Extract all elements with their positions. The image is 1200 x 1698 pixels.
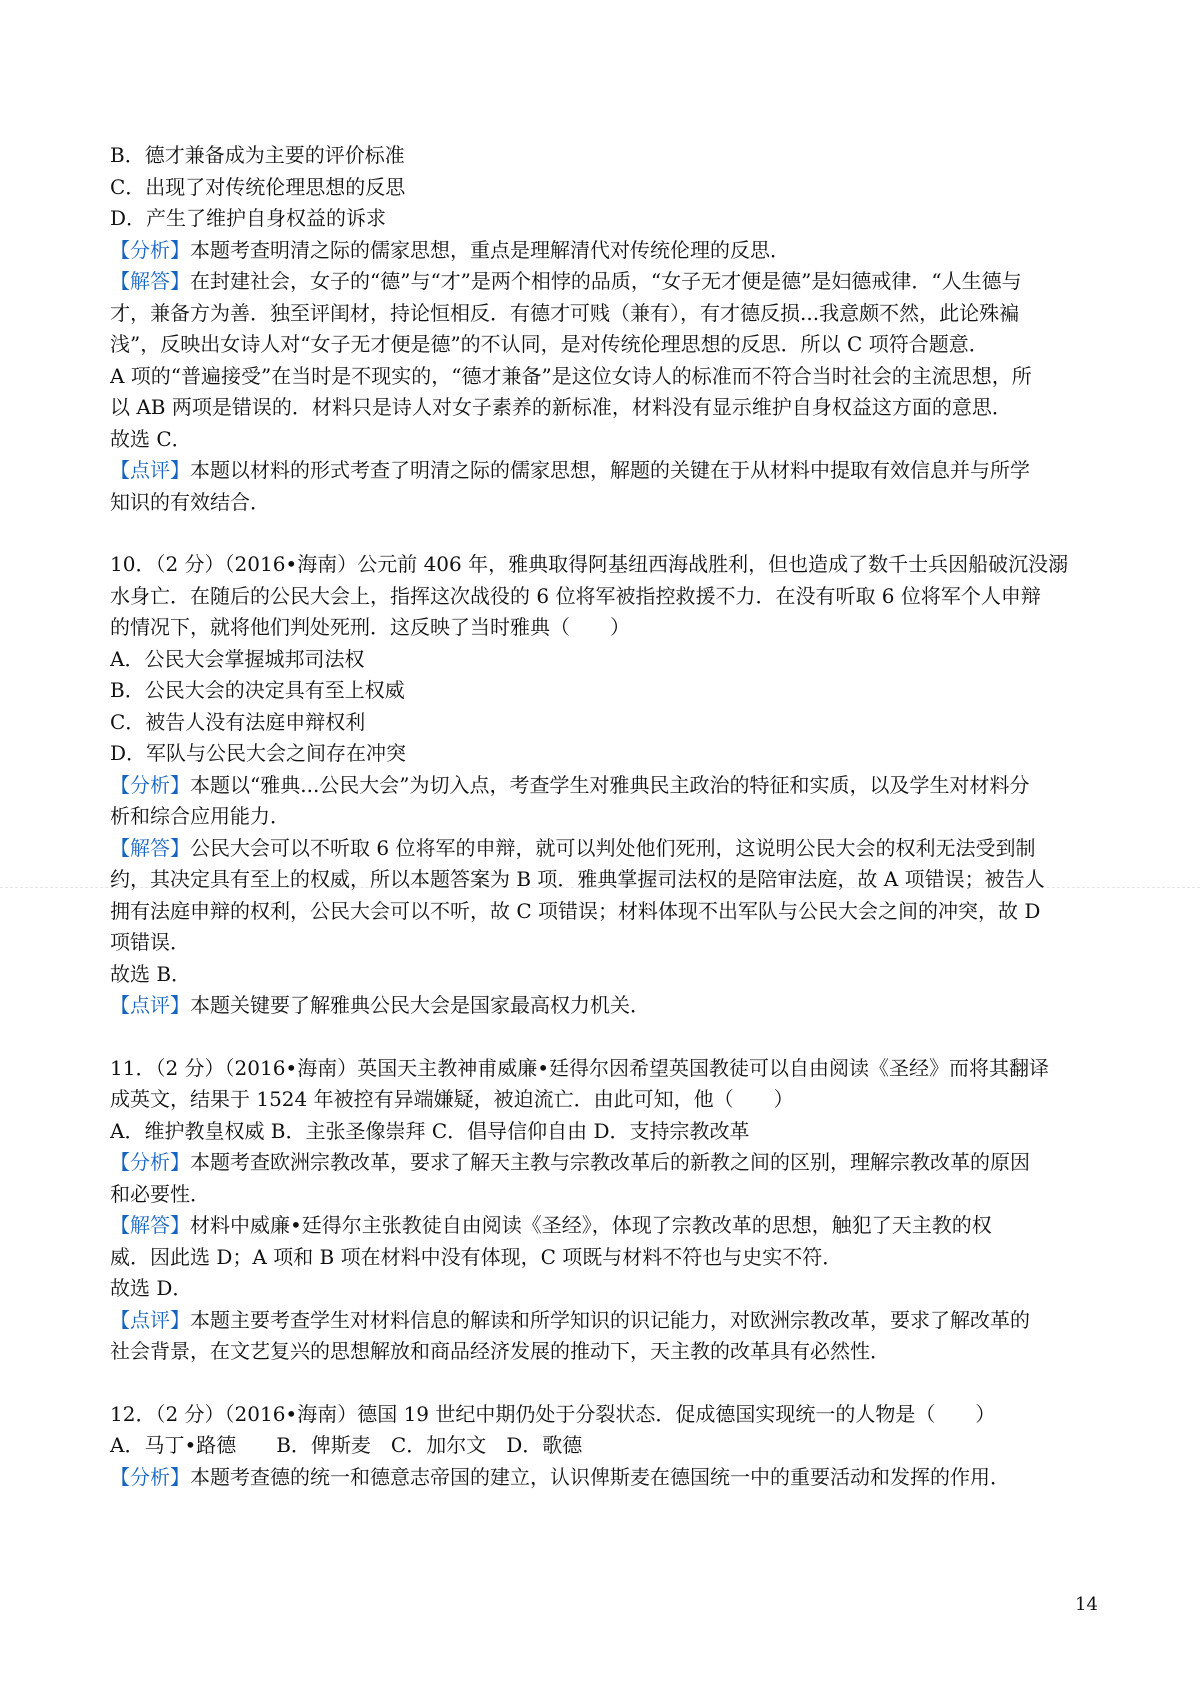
q10-option-d: D．军队与公民大会之间存在冲突 (110, 741, 407, 765)
q10-answer-line: 项错误． (110, 930, 190, 954)
q9-answer-line: A 项的“普遍接受”在当时是不现实的，“德才兼备”是这位女诗人的标准而不符合当时社会的主流思想，所 (110, 363, 1032, 388)
question-9 (110, 140, 1095, 518)
q11-options: A．维护教皇权威 B．主张圣像崇拜 C．倡导信仰自由 D．支持宗教改革 (110, 1118, 750, 1143)
analysis-tag: 【分析】 (110, 237, 190, 262)
q10-answer-line: 约，其决定具有至上的权威，所以本题答案为 B 项．雅典掌握司法权的是陪审法庭，故 A 项错误；被告人 (110, 867, 1045, 891)
q9-comment-line: 本题以材料的形式考查了明清之际的儒家思想，解题的关键在于从材料中提取有效信息并与所学 (190, 458, 1030, 482)
q9-analysis (110, 235, 1095, 267)
q10-stem-line: 的情况下，就将他们判处死刑．这反映了当时雅典（ ） (110, 615, 630, 639)
page-number: 14 (1075, 1594, 1098, 1615)
answer-tag: 【解答】 (110, 835, 190, 860)
q12-options: A．马丁•路德 B．俾斯麦 C．加尔文 D．歌德 (110, 1433, 583, 1457)
q10-analysis-line: 析和综合应用能力． (110, 804, 290, 828)
q10-answer-line: 拥有法庭申辩的权利，公民大会可以不听，故 C 项错误；材料体现不出军队与公民大会之间的冲突，故 D (110, 898, 1041, 923)
q12-analysis-text: 本题考查德的统一和德意志帝国的建立，认识俾斯麦在德国统一中的重要活动和发挥的作用． (190, 1464, 1010, 1489)
q10-answer (110, 833, 1095, 865)
q11-analysis-line: 和必要性． (110, 1181, 210, 1206)
q11-answer-line: 材料中威廉•廷得尔主张教徒自由阅读《圣经》，体现了宗教改革的思想，触犯了天主教的权 (190, 1213, 992, 1237)
answer-tag: 【解答】 (110, 1213, 190, 1237)
q11-answer-line: 威．因此选 D；A 项和 B 项在材料中没有体现，C 项既与材料不符也与史实不符． (110, 1244, 843, 1269)
q11-comment-line: 社会背景，在文艺复兴的思想解放和商品经济发展的推动下，天主教的改革具有必然性． (110, 1339, 890, 1363)
q10-analysis (110, 770, 1095, 802)
answer-tag: 【解答】 (110, 269, 190, 293)
q11-stem-line: 11．（2 分）（2016•海南）英国天主教神甫威廉•廷得尔因希望英国教徒可以自由阅读《圣经》而将其翻译 (110, 1055, 1050, 1080)
q10-stem-line: 水身亡．在随后的公民大会上，指挥这次战役的 6 位将军被指控救援不力．在没有听取 6 位将军个人申辩 (110, 583, 1041, 608)
q9-option-b: B．德才兼备成为主要的评价标准 (110, 143, 405, 167)
q11-comment-line: 本题主要考查学生对材料信息的解读和所学知识的识记能力，对欧洲宗教改革，要求了解改革的 (190, 1307, 1030, 1332)
q10-option-b: B．公民大会的决定具有至上权威 (110, 678, 405, 702)
q10-option-a: A．公民大会掌握城邦司法权 (110, 646, 365, 671)
comment-tag: 【点评】 (110, 458, 190, 482)
comment-tag: 【点评】 (110, 993, 190, 1017)
page-content (110, 140, 1095, 1493)
q11-answer-line: 故选 D． (110, 1276, 193, 1300)
question-12 (110, 1399, 1095, 1494)
q9-answer-line: 才，兼备方为善．独至评闺材，持论恒相反．有德才可贱（兼有），有才德反损...我意颇不然，此论殊褊 (110, 300, 1020, 325)
q9-analysis-text: 本题考查明清之际的儒家思想，重点是理解清代对传统伦理的反思． (190, 237, 790, 262)
q11-answer (110, 1210, 1095, 1242)
q11-analysis (110, 1147, 1095, 1179)
q9-answer-line: 在封建社会，女子的“德”与“才”是两个相悖的品质，“女子无才便是德”是妇德戒律．“人生德与 (190, 269, 1022, 293)
q11-comment (110, 1305, 1095, 1337)
question-11 (110, 1053, 1095, 1368)
q9-answer-line: 浅”，反映出女诗人对“女子无才便是德”的不认同，是对传统伦理思想的反思．所以 C 项符合题意． (110, 332, 989, 356)
q10-comment (110, 990, 1095, 1022)
q12-analysis (110, 1462, 1095, 1494)
q9-option-c: C．出现了对传统伦理思想的反思 (110, 174, 406, 199)
q9-comment (110, 455, 1095, 487)
q10-analysis-line: 本题以“雅典...公民大会”为切入点，考查学生对雅典民主政治的特征和实质，以及学生对材料分 (190, 772, 1030, 797)
q9-answer-line: 以 AB 两项是错误的．材料只是诗人对女子素养的新标准，材料没有显示维护自身权益这方面的意思． (110, 395, 1012, 419)
q9-option-d: D．产生了维护自身权益的诉求 (110, 206, 387, 230)
q9-comment-line: 知识的有效结合． (110, 489, 270, 514)
analysis-tag: 【分析】 (110, 1464, 190, 1489)
analysis-tag: 【分析】 (110, 1150, 190, 1174)
q10-answer-line: 故选 B． (110, 961, 192, 986)
q10-comment-text: 本题关键要了解雅典公民大会是国家最高权力机关． (190, 993, 650, 1017)
question-10 (110, 549, 1095, 1022)
q9-answer (110, 266, 1095, 298)
q11-analysis-line: 本题考查欧洲宗教改革，要求了解天主教与宗教改革后的新教之间的区别，理解宗教改革的原因 (190, 1150, 1030, 1174)
q11-stem-line: 成英文，结果于 1524 年被控有异端嫌疑，被迫流亡．由此可知，他（ ） (110, 1087, 794, 1111)
q12-stem: 12．（2 分）（2016•海南）德国 19 世纪中期仍处于分裂状态．促成德国实现统一的人物是（ ） (110, 1401, 996, 1426)
q10-option-c: C．被告人没有法庭申辩权利 (110, 709, 366, 734)
q10-answer-line: 公民大会可以不听取 6 位将军的申辩，就可以判处他们死刑，这说明公民大会的权利无法受到制 (190, 835, 1036, 860)
q9-answer-line: 故选 C． (110, 426, 192, 451)
comment-tag: 【点评】 (110, 1307, 190, 1332)
q10-stem-line: 10．（2 分）（2016•海南）公元前 406 年，雅典取得阿基纽西海战胜利，但也造成了数千士兵因船破沉没溺 (110, 552, 1069, 576)
analysis-tag: 【分析】 (110, 772, 190, 797)
